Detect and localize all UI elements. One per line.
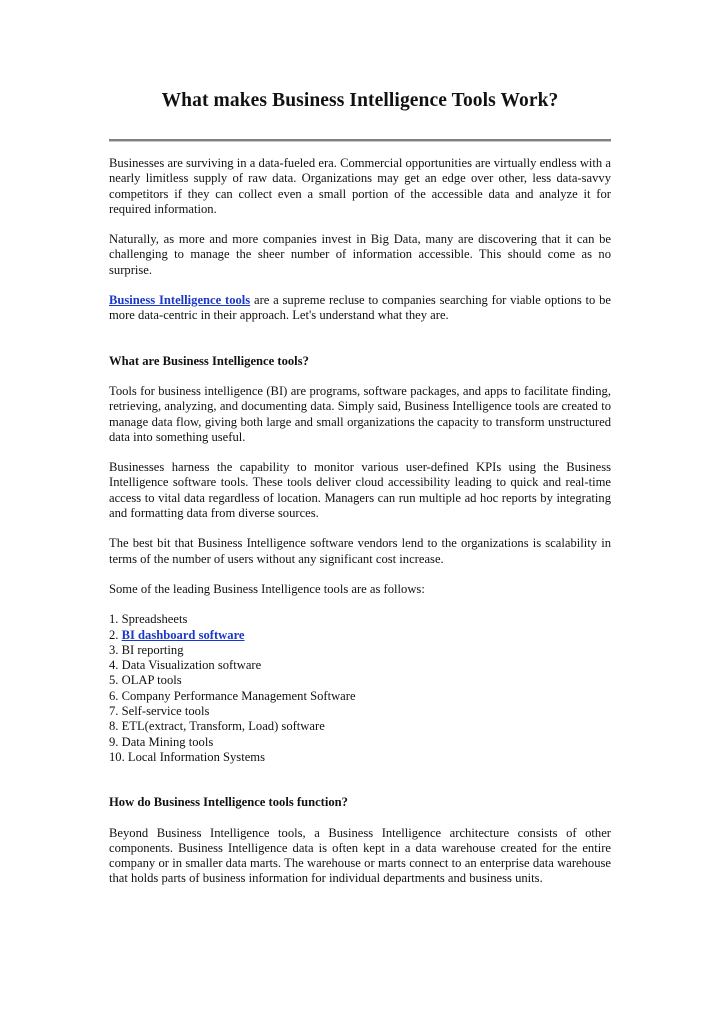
section-heading-what-are-bi-tools: What are Business Intelligence tools? bbox=[109, 353, 309, 368]
list-item-number: 2. bbox=[109, 627, 122, 642]
list-item bbox=[109, 704, 611, 719]
list-item-number: 4. bbox=[109, 658, 122, 673]
document-page bbox=[109, 88, 611, 887]
list-item bbox=[109, 719, 611, 734]
intro-paragraph-1: Businesses are surviving in a data-fueled era. Commercial opportunities are virtually endless with a nearly limitless supply of raw data. Organizations may get an edge over other, less data-savvy competitors if they can collect even a small portion of the accessible data and analyze it for required information. bbox=[109, 156, 611, 216]
intro-paragraph-3 bbox=[109, 293, 611, 324]
business-intelligence-tools-link[interactable]: Business Intelligence tools bbox=[109, 293, 251, 308]
list-item-number: 10. bbox=[109, 749, 128, 764]
list-item-number: 7. bbox=[109, 704, 122, 719]
section1-paragraph-4: Some of the leading Business Intelligence tools are as follows: bbox=[109, 581, 425, 596]
list-item-text: Company Performance Management Software bbox=[121, 688, 356, 703]
list-item bbox=[109, 643, 611, 658]
section1-paragraph-2: Businesses harness the capability to monitor various user-defined KPIs using the Business Intelligence software tools. These tools deliver cloud accessibility leading to quick and real-time access to vital data regardless of location. Managers can run multiple ad hoc reports by integrating and formatting data from diverse sources. bbox=[109, 460, 611, 521]
list-item-text: Local Information Systems bbox=[127, 749, 265, 764]
page-title: What makes Business Intelligence Tools Work? bbox=[161, 90, 559, 111]
list-item-text: Self-service tools bbox=[121, 704, 210, 719]
list-item-text: BI reporting bbox=[121, 642, 184, 657]
list-item-number: 9. bbox=[109, 734, 122, 749]
list-item-text: Data Mining tools bbox=[121, 734, 214, 749]
list-item-number: 8. bbox=[109, 719, 122, 734]
bi-tools-list bbox=[109, 612, 611, 765]
bi-dashboard-software-link[interactable]: BI dashboard software bbox=[121, 627, 245, 642]
section1-paragraph-3: The best bit that Business Intelligence software vendors lend to the organizations is scalability in terms of the number of users without any significant cost increase. bbox=[109, 536, 611, 566]
title-divider bbox=[109, 139, 611, 142]
list-item-text: Data Visualization software bbox=[121, 658, 262, 673]
list-item bbox=[109, 750, 611, 765]
list-item bbox=[109, 612, 611, 627]
section2-paragraph-1: Beyond Business Intelligence tools, a Business Intelligence architecture consists of other components. Business Intelligence data is often kept in a data warehouse created for the entire company or in smaller data marts. The warehouse or marts connect to an enterprise data warehouse that holds parts of business information for individual departments and business units. bbox=[109, 825, 611, 886]
list-item bbox=[109, 658, 611, 673]
list-item-text: Spreadsheets bbox=[121, 612, 188, 627]
list-item-text: ETL(extract, Transform, Load) software bbox=[121, 719, 325, 734]
list-item bbox=[109, 735, 611, 750]
list-item bbox=[109, 673, 611, 688]
list-item-number: 5. bbox=[109, 673, 122, 688]
list-item-text: OLAP tools bbox=[121, 673, 182, 688]
list-item bbox=[109, 628, 611, 643]
intro-paragraph-2: Naturally, as more and more companies invest in Big Data, many are discovering that it can be challenging to manage the sheer number of information accessible. This should come as no surprise. bbox=[109, 232, 611, 277]
intro-paragraph-3-text: are a supreme recluse to companies searching for viable options to be more data-centric in their approach. Let's understand what they are. bbox=[109, 293, 611, 323]
list-item-number: 3. bbox=[109, 642, 122, 657]
list-item bbox=[109, 689, 611, 704]
section-heading-how-bi-tools-function: How do Business Intelligence tools function? bbox=[109, 795, 348, 810]
list-item-number: 6. bbox=[109, 688, 122, 703]
list-item-number: 1. bbox=[109, 612, 122, 627]
section1-paragraph-1: Tools for business intelligence (BI) are programs, software packages, and apps to facilitate finding, retrieving, analyzing, and documenting data. Simply said, Business Intelligence tools are created to manage data flow, giving both large and small organizations the capacity to transform unstructured data into something useful. bbox=[109, 383, 611, 444]
